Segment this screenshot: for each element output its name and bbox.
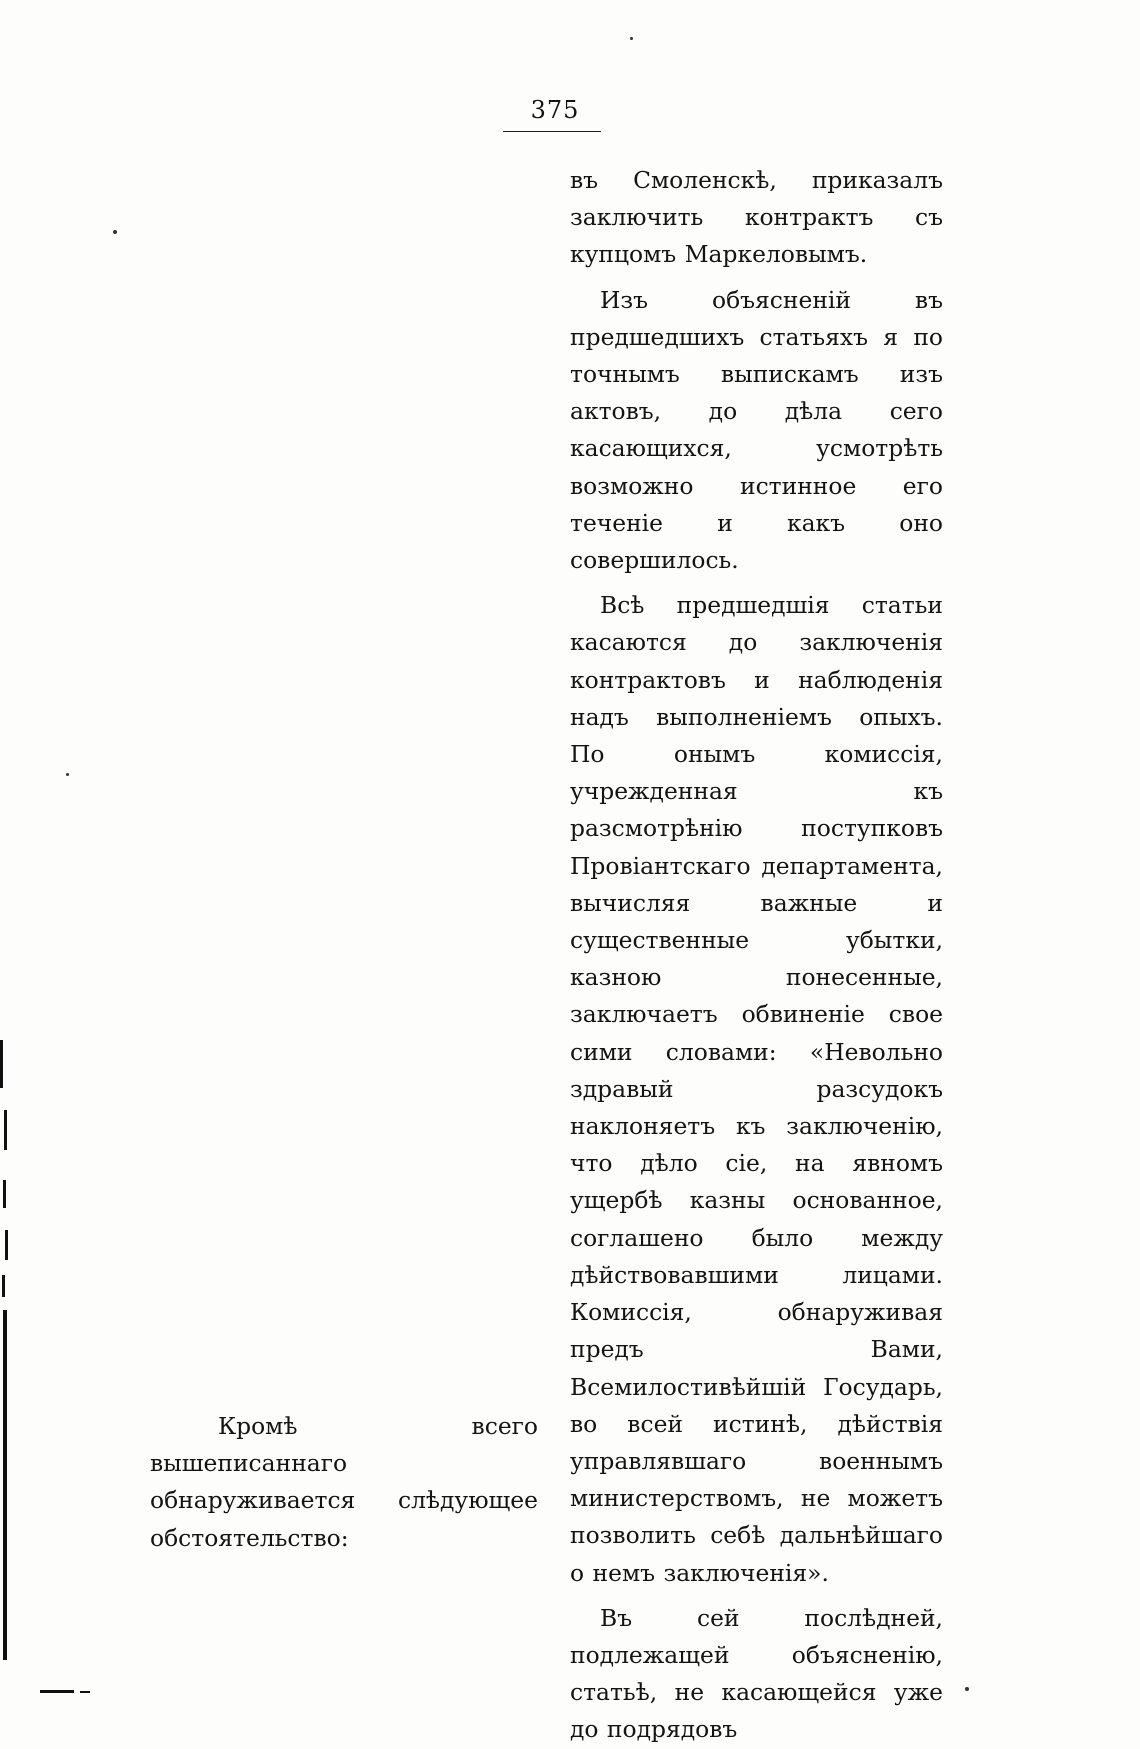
- scan-mark: [4, 1110, 7, 1150]
- paragraph-last-article: Въ сей послѣдней, подлежащей объясненію, статьѣ, не касающейся уже до подрядовъ: [570, 1603, 943, 1744]
- page-number-rule: [503, 131, 601, 132]
- paragraph-explanations: Изъ объясненій въ предшедшихъ статьяхъ я по точнымъ выпискамъ изъ актовъ, до дѣла сего касающихся, усмотрѣть возможно истинное его теченіе и какъ оно совершилось.: [570, 285, 943, 575]
- scan-speck: [113, 230, 117, 234]
- page-number: 375: [530, 96, 580, 124]
- left-margin-note: [150, 1408, 538, 1557]
- right-text-column: [570, 162, 943, 1749]
- scan-mark: [3, 1180, 6, 1208]
- paragraph-continuation: въ Смоленскѣ, приказалъ заключить контрактъ съ купцомъ Маркеловымъ.: [570, 166, 943, 269]
- scan-mark: [5, 1230, 8, 1260]
- margin-note-paragraph: Кромѣ всего вышеписаннаго обнаруживается слѣдующее обстоятельство:: [150, 1412, 538, 1552]
- scan-speck: [630, 37, 633, 40]
- scan-bottom-mark: [80, 1691, 90, 1693]
- scan-mark: [3, 1310, 7, 1660]
- scan-edge-artifact: [0, 1040, 14, 1660]
- scan-speck: [965, 1687, 969, 1691]
- scan-speck: [66, 773, 69, 776]
- scan-mark: [2, 1275, 5, 1297]
- scan-mark: [0, 1040, 3, 1088]
- paragraph-commission-conclusion: Всѣ предшедшія статьи касаются до заключенія контрактовъ и наблюденія надъ выполненіемъ опыхъ. По онымъ комиссія, учрежденная къ разсмотрѣнію поступковъ Провіантскаго департамента, вычисляя важные и существенные убытки, казною понесенные, заключаетъ обвиненіе свое сими словами: «Невольно здравый разсудокъ наклоняетъ къ заключенію, что дѣло сіе, на явномъ ущербѣ казны основанное, соглашено было между дѣйствовавшими лицами. Комиссія, обнаруживая предъ Вами, Всемилостивѣйшій Государь, во всей истинѣ, дѣйствія управлявшаго военнымъ министерствомъ, не можетъ позволить себѣ дальнѣйшаго о немъ заключенія».: [570, 591, 943, 1587]
- scan-bottom-mark: [40, 1690, 74, 1693]
